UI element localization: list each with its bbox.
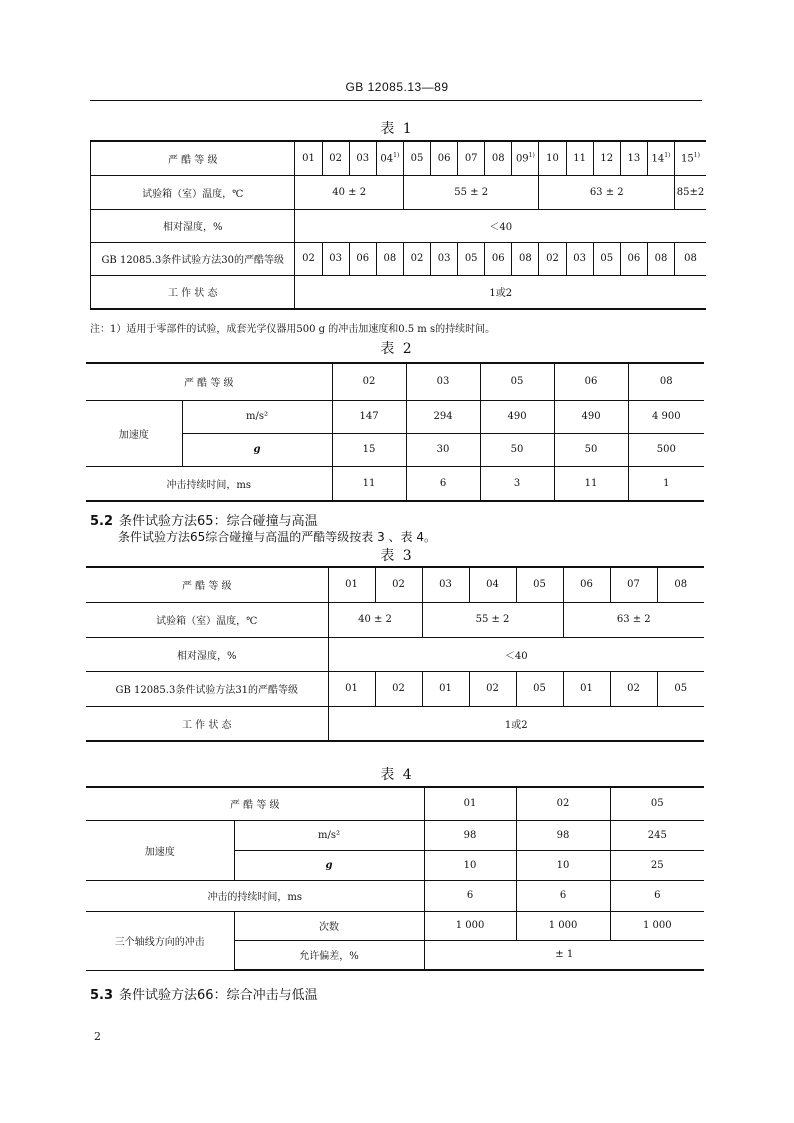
table3-gb-cell: 01 xyxy=(563,671,610,706)
table2-severity-cell: 03 xyxy=(406,363,480,400)
table4-severity-cell: 05 xyxy=(610,787,704,820)
table1-footnote: 注：1）适用于零部件的试验，成套光学仪器用500 g 的冲击加速度和0.5 m s的持续时间。 xyxy=(90,324,496,335)
table3-severity-cell: 08 xyxy=(657,567,704,602)
table4-count-cell: 1 000 xyxy=(424,911,516,940)
table1-gb-label: GB 12085.3条件试验方法30的严酷等级 xyxy=(91,242,295,275)
table1-severity-cell xyxy=(512,141,539,175)
table1-gb-cell: 02 xyxy=(403,242,430,275)
table1-severity-cell: 03 xyxy=(349,141,376,175)
table2-ms2-cell: 490 xyxy=(480,400,554,433)
table3-gb-cell: 02 xyxy=(375,671,422,706)
table4-count-label: 次数 xyxy=(234,911,424,940)
table4-ms2-cell: 98 xyxy=(424,820,516,850)
footnote-mark: 1) xyxy=(393,152,400,160)
page-number: 2 xyxy=(94,1030,101,1043)
table3-temperature-row xyxy=(86,602,704,637)
table3-humidity-label: 相对湿度，% xyxy=(86,637,328,671)
table2-duration-label: 冲击持续时间，ms xyxy=(86,466,332,501)
table3-state-label: 工 作 状 态 xyxy=(86,706,328,741)
table2-g-cell: 500 xyxy=(628,433,704,466)
table1-severity-cell: 10 xyxy=(539,141,566,175)
table3-state-cell: 1或2 xyxy=(328,706,704,741)
table1-severity-cell: 01 xyxy=(295,141,322,175)
table2-duration-cell: 11 xyxy=(332,466,406,501)
table2-severity-cell: 02 xyxy=(332,363,406,400)
table3-severity-cell: 06 xyxy=(563,567,610,602)
table2-duration-row xyxy=(86,466,704,501)
section-title: 条件试验方法65：综合碰撞与高温 xyxy=(119,514,318,529)
table3-temperature-label: 试验箱（室）温度，℃ xyxy=(86,602,328,637)
table2 xyxy=(86,362,704,502)
table1-severity-cell: 11 xyxy=(566,141,593,175)
table1-severity-cell: 12 xyxy=(593,141,620,175)
section-5-2-heading xyxy=(90,510,318,529)
table4-unit-g: g xyxy=(234,850,424,880)
table1 xyxy=(90,140,706,310)
table3-temperature-cell: 55 ± 2 xyxy=(422,602,563,637)
table4-caption: 表 4 xyxy=(380,767,414,783)
table2-duration-cell: 1 xyxy=(628,466,704,501)
table4-severity-cell: 01 xyxy=(424,787,516,820)
table1-severity-cell xyxy=(675,141,707,175)
section-5-2-paragraph: 条件试验方法65综合碰撞与高温的严酷等级按表 3 、表 4。 xyxy=(118,530,436,544)
severity-value: 15 xyxy=(681,153,694,165)
severity-value: 14 xyxy=(651,153,665,165)
table4-duration-cell: 6 xyxy=(424,880,516,911)
table2-duration-cell: 3 xyxy=(480,466,554,501)
table1-severity-row xyxy=(91,141,707,175)
table4-duration-row xyxy=(86,880,704,911)
table3-caption: 表 3 xyxy=(380,548,414,564)
table4-g-cell: 25 xyxy=(610,850,704,880)
table3-severity-label: 严 酷 等 级 xyxy=(86,567,328,602)
table1-caption: 表 1 xyxy=(380,121,414,137)
table2-g-cell: 50 xyxy=(480,433,554,466)
table1-gb-cell: 06 xyxy=(620,242,647,275)
table4-duration-cell: 6 xyxy=(610,880,704,911)
table3-temperature-cell: 63 ± 2 xyxy=(563,602,704,637)
table4-count-cell: 1 000 xyxy=(610,911,704,940)
table4-severity-label: 严 酷 等 级 xyxy=(86,787,424,820)
section-number: 5.2 xyxy=(90,514,114,529)
table3-severity-cell: 01 xyxy=(328,567,375,602)
table1-state-row xyxy=(91,275,707,309)
table4-severity-row xyxy=(86,787,704,820)
table2-ms2-cell: 4 900 xyxy=(628,400,704,433)
table3-gb-cell: 01 xyxy=(422,671,469,706)
table3-humidity-row xyxy=(86,637,704,671)
table3-severity-cell: 04 xyxy=(469,567,516,602)
table1-humidity-row xyxy=(91,209,707,242)
section-number: 5.3 xyxy=(90,988,114,1003)
table1-severity-cell xyxy=(647,141,674,175)
table3-gb-cell: 02 xyxy=(610,671,657,706)
table3-severity-row xyxy=(86,567,704,602)
table1-temperature-row xyxy=(91,175,707,209)
table1-gb-cell: 06 xyxy=(485,242,512,275)
table2-duration-cell: 6 xyxy=(406,466,480,501)
table1-gb-cell: 02 xyxy=(539,242,566,275)
table3-gb-label: GB 12085.3条件试验方法31的严酷等级 xyxy=(86,671,328,706)
table3-gb-cell: 05 xyxy=(657,671,704,706)
table4-count-cell: 1 000 xyxy=(516,911,610,940)
table2-ms2-cell: 490 xyxy=(554,400,628,433)
table2-g-cell: 15 xyxy=(332,433,406,466)
table1-humidity-label: 相对湿度，% xyxy=(91,209,295,242)
table2-ms2-row xyxy=(86,400,704,433)
table2-accel-label: 加速度 xyxy=(86,400,182,466)
table1-severity-cell: 05 xyxy=(403,141,430,175)
table4-three-axis-label: 三个轴线方向的冲击 xyxy=(86,911,234,970)
table1-severity-cell: 02 xyxy=(322,141,349,175)
table1-state-label: 工 作 状 态 xyxy=(91,275,295,309)
table1-temperature-cell: 40 ± 2 xyxy=(295,175,403,209)
table2-caption: 表 2 xyxy=(380,341,414,357)
table3-gb-cell: 02 xyxy=(469,671,516,706)
table2-duration-cell: 11 xyxy=(554,466,628,501)
table4-duration-label: 冲击的持续时间，ms xyxy=(86,880,424,911)
table1-temperature-cell: 85±2 xyxy=(675,175,707,209)
table3-gb-row xyxy=(86,671,704,706)
table3-severity-cell: 05 xyxy=(516,567,563,602)
table3-state-row xyxy=(86,706,704,741)
table4-count-row xyxy=(86,911,704,940)
table1-state-cell: 1或2 xyxy=(295,275,706,309)
table1-gb-cell: 02 xyxy=(295,242,322,275)
table2-unit-ms2: m/s² xyxy=(182,400,332,433)
table1-gb-cell: 03 xyxy=(431,242,458,275)
footnote-mark: 1) xyxy=(664,152,671,160)
table3 xyxy=(86,566,704,742)
table4-accel-label: 加速度 xyxy=(86,820,234,880)
table4 xyxy=(86,786,704,971)
table2-unit-g: g xyxy=(182,433,332,466)
table3-gb-cell: 05 xyxy=(516,671,563,706)
table1-temperature-label: 试验箱（室）温度，℃ xyxy=(91,175,295,209)
table4-ms2-cell: 245 xyxy=(610,820,704,850)
table3-gb-cell: 01 xyxy=(328,671,375,706)
table1-gb-cell: 06 xyxy=(349,242,376,275)
table3-severity-cell: 03 xyxy=(422,567,469,602)
table1-humidity-cell: ＜40 xyxy=(295,209,706,242)
table4-tolerance-label: 允许偏差，% xyxy=(234,940,424,970)
table4-ms2-row xyxy=(86,820,704,850)
table4-g-cell: 10 xyxy=(424,850,516,880)
table4-g-cell: 10 xyxy=(516,850,610,880)
table2-g-cell: 50 xyxy=(554,433,628,466)
header-rule xyxy=(90,100,702,101)
table1-severity-cell: 13 xyxy=(620,141,647,175)
table4-unit-ms2: m/s² xyxy=(234,820,424,850)
table1-temperature-cell: 63 ± 2 xyxy=(539,175,675,209)
table1-gb-cell: 08 xyxy=(376,242,403,275)
table1-gb-cell: 03 xyxy=(566,242,593,275)
table2-severity-cell: 06 xyxy=(554,363,628,400)
severity-value: 04 xyxy=(380,153,394,165)
severity-value: 09 xyxy=(515,153,529,165)
table1-severity-cell xyxy=(376,141,403,175)
table2-severity-cell: 05 xyxy=(480,363,554,400)
table3-humidity-cell: ＜40 xyxy=(328,637,704,671)
table1-gb-cell: 03 xyxy=(322,242,349,275)
table1-temperature-cell: 55 ± 2 xyxy=(403,175,539,209)
table2-severity-cell: 08 xyxy=(628,363,704,400)
page-header: GB 12085.13—89 xyxy=(345,80,449,94)
table4-severity-cell: 02 xyxy=(516,787,610,820)
table2-severity-label: 严 酷 等 级 xyxy=(86,363,332,400)
table2-severity-row xyxy=(86,363,704,400)
table3-severity-cell: 07 xyxy=(610,567,657,602)
footnote-mark: 1) xyxy=(693,152,700,160)
table4-ms2-cell: 98 xyxy=(516,820,610,850)
table1-severity-cell: 06 xyxy=(431,141,458,175)
table1-gb-cell: 08 xyxy=(647,242,674,275)
table1-gb-row xyxy=(91,242,707,275)
table1-gb-cell: 08 xyxy=(675,242,707,275)
table1-severity-cell: 08 xyxy=(485,141,512,175)
section-title: 条件试验方法66：综合冲击与低温 xyxy=(119,988,318,1003)
table3-severity-cell: 02 xyxy=(375,567,422,602)
footnote-mark: 1) xyxy=(528,152,535,160)
table1-severity-label: 严 酷 等 级 xyxy=(91,141,295,175)
table4-duration-cell: 6 xyxy=(516,880,610,911)
table2-ms2-cell: 147 xyxy=(332,400,406,433)
table2-g-cell: 30 xyxy=(406,433,480,466)
section-5-3-heading xyxy=(90,984,318,1003)
table3-temperature-cell: 40 ± 2 xyxy=(328,602,422,637)
table1-gb-cell: 05 xyxy=(593,242,620,275)
table4-tolerance-cell: ± 1 xyxy=(424,940,704,970)
table1-gb-cell: 05 xyxy=(458,242,485,275)
table1-severity-cell: 07 xyxy=(458,141,485,175)
table1-gb-cell: 08 xyxy=(512,242,539,275)
table2-ms2-cell: 294 xyxy=(406,400,480,433)
